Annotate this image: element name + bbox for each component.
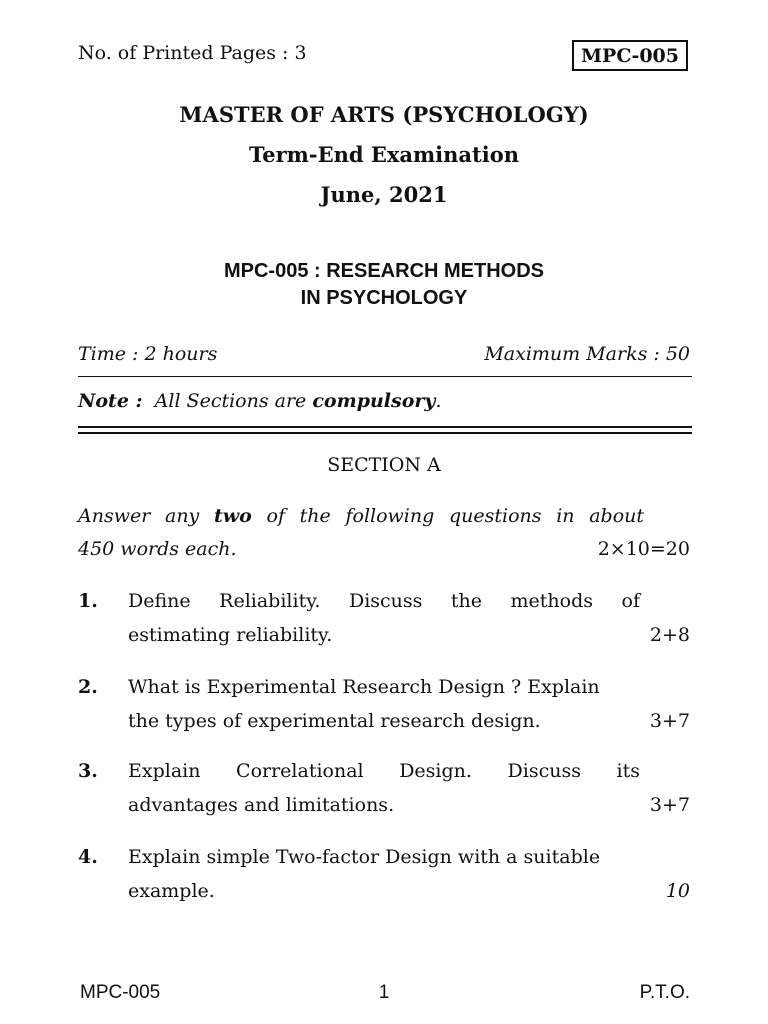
- instruction-text: Answer any: [78, 505, 200, 527]
- course-title-line-2: IN PSYCHOLOGY: [300, 287, 468, 309]
- instruction-word-count: 450 words each.: [78, 538, 237, 560]
- question-marks: 2+8: [649, 624, 690, 646]
- instruction-text-rest: of the following questions in about: [266, 505, 645, 527]
- footer-page-number: 1: [378, 982, 390, 1003]
- footer-pto: P.T.O.: [639, 982, 690, 1003]
- printed-pages-count: No. of Printed Pages : 3: [78, 42, 307, 64]
- note-emphasis: compulsory: [312, 390, 436, 412]
- section-instruction-line-2: [78, 538, 690, 560]
- maximum-marks: Maximum Marks : 50: [484, 343, 690, 365]
- question-text-line-1: Explain Correlational Design. Discuss its: [128, 760, 640, 782]
- double-divider-rule: [78, 426, 692, 434]
- note: [78, 390, 441, 412]
- instruction-emphasis: two: [214, 505, 252, 527]
- question-text-line-2: [128, 794, 690, 816]
- question-number: 3.: [78, 760, 98, 782]
- question-text-line-2: [128, 624, 690, 646]
- paper-code-box: MPC-005: [572, 40, 688, 71]
- course-title-line-1: MPC-005 : RESEARCH METHODS: [223, 260, 545, 282]
- divider-rule: [78, 376, 692, 377]
- question-text-line-1: Explain simple Two-factor Design with a suitable: [128, 846, 601, 868]
- question-text-line-2: [128, 710, 690, 732]
- exam-title: Term-End Examination: [248, 142, 519, 167]
- question-text-line-1: What is Experimental Research Design ? Explain: [128, 676, 600, 698]
- exam-session: June, 2021: [320, 182, 448, 207]
- exam-meta-row: [78, 343, 690, 365]
- course-title: [0, 258, 768, 312]
- note-end: .: [435, 390, 442, 412]
- question-marks: 3+7: [649, 710, 690, 732]
- section-instruction-line-1: [78, 505, 644, 527]
- question-marks: 3+7: [649, 794, 690, 816]
- time-allowed: Time : 2 hours: [78, 343, 218, 365]
- question-text-end: the types of experimental research design.: [128, 710, 541, 732]
- section-a-heading: SECTION A: [327, 454, 441, 476]
- note-text: All Sections are: [154, 390, 307, 412]
- question-text-end: estimating reliability.: [128, 624, 333, 646]
- programme-title: MASTER OF ARTS (PSYCHOLOGY): [179, 102, 589, 127]
- question-number: 1.: [78, 590, 98, 612]
- note-label: Note :: [78, 390, 143, 412]
- question-number: 4.: [78, 846, 98, 868]
- footer-paper-code: MPC-005: [80, 982, 161, 1003]
- question-text-line-2: [128, 880, 690, 902]
- question-text-end: advantages and limitations.: [128, 794, 395, 816]
- question-text-line-1: Define Reliability. Discuss the methods of: [128, 590, 640, 612]
- question-text-end: example.: [128, 880, 215, 902]
- question-marks: 10: [665, 880, 690, 902]
- section-marks: 2×10=20: [597, 538, 690, 560]
- question-number: 2.: [78, 676, 98, 698]
